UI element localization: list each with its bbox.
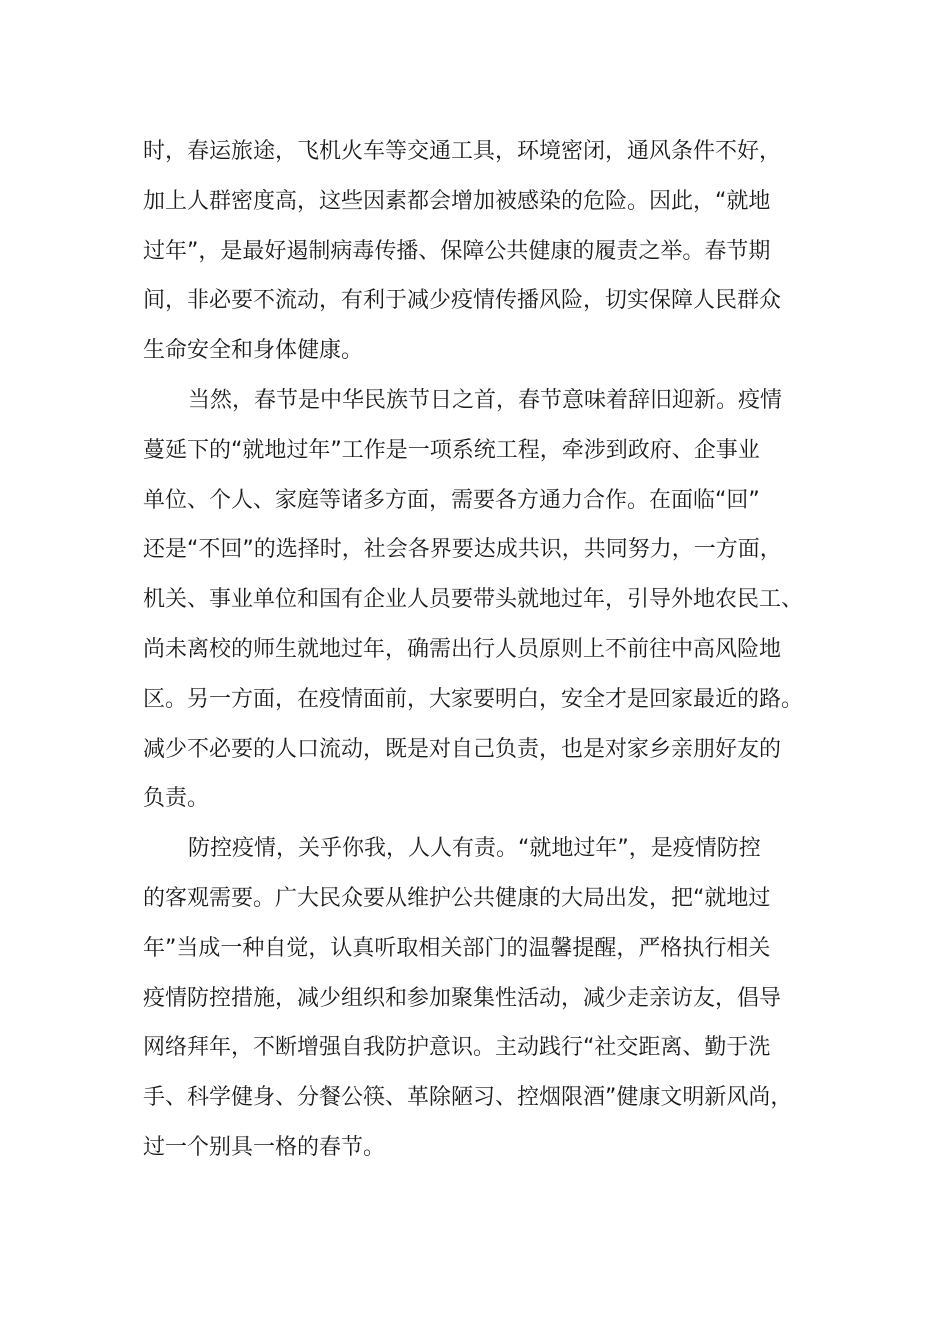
text-line: 还是“不回”的选择时，社会各界要达成共识，共同努力，一方面，: [143, 537, 782, 563]
text-line: 过一个别具一格的春节。: [143, 1134, 386, 1160]
text-line: 负责。: [143, 786, 210, 812]
text-line: 尚未离校的师生就地过年，确需出行人员原则上不前往中高风险地: [143, 636, 782, 662]
document-body: [143, 127, 805, 1173]
text-line: 当然，春节是中华民族节日之首，春节意味着辞旧迎新。疫情: [188, 387, 783, 413]
text-line: 机关、事业单位和国有企业人员要带头就地过年，引导外地农民工、: [143, 587, 804, 613]
text-line: 年”当成一种自觉，认真听取相关部门的温馨提醒，严格执行相关: [143, 935, 771, 961]
text-line: 防控疫情，关乎你我，人人有责。“就地过年”，是疫情防控: [188, 836, 761, 862]
text-line: 区。另一方面，在疫情面前，大家要明白，安全才是回家最近的路。: [143, 686, 804, 712]
text-line: 疫情防控措施，减少组织和参加聚集性活动，减少走亲访友，倡导: [143, 985, 782, 1011]
text-line: 手、科学健身、分餐公筷、革除陋习、控烟限酒”健康文明新风尚，: [143, 1085, 793, 1111]
text-line: 加上人群密度高，这些因素都会增加被感染的危险。因此，“就地: [143, 188, 771, 214]
text-line: 间，非必要不流动，有利于减少疫情传播风险，切实保障人民群众: [143, 288, 782, 314]
text-line: 时，春运旅途，飞机火车等交通工具，环境密闭，通风条件不好，: [143, 139, 782, 164]
text-line: 生命安全和身体健康。: [143, 338, 364, 364]
text-line: 的客观需要。广大民众要从维护公共健康的大局出发，把“就地过: [143, 885, 771, 911]
text-line: 减少不必要的人口流动，既是对自己负责，也是对家乡亲朋好友的: [143, 736, 782, 762]
text-line: 过年”，是最好遏制病毒传播、保障公共健康的履责之举。春节期: [143, 238, 771, 264]
text-line: 单位、个人、家庭等诸多方面，需要各方通力合作。在面临“回”: [143, 487, 760, 513]
text-line: 网络拜年，不断增强自我防护意识。主动践行“社交距离、勤于洗: [143, 1035, 771, 1061]
text-line: 蔓延下的“就地过年”工作是一项系统工程，牵涉到政府、企事业: [143, 437, 760, 463]
